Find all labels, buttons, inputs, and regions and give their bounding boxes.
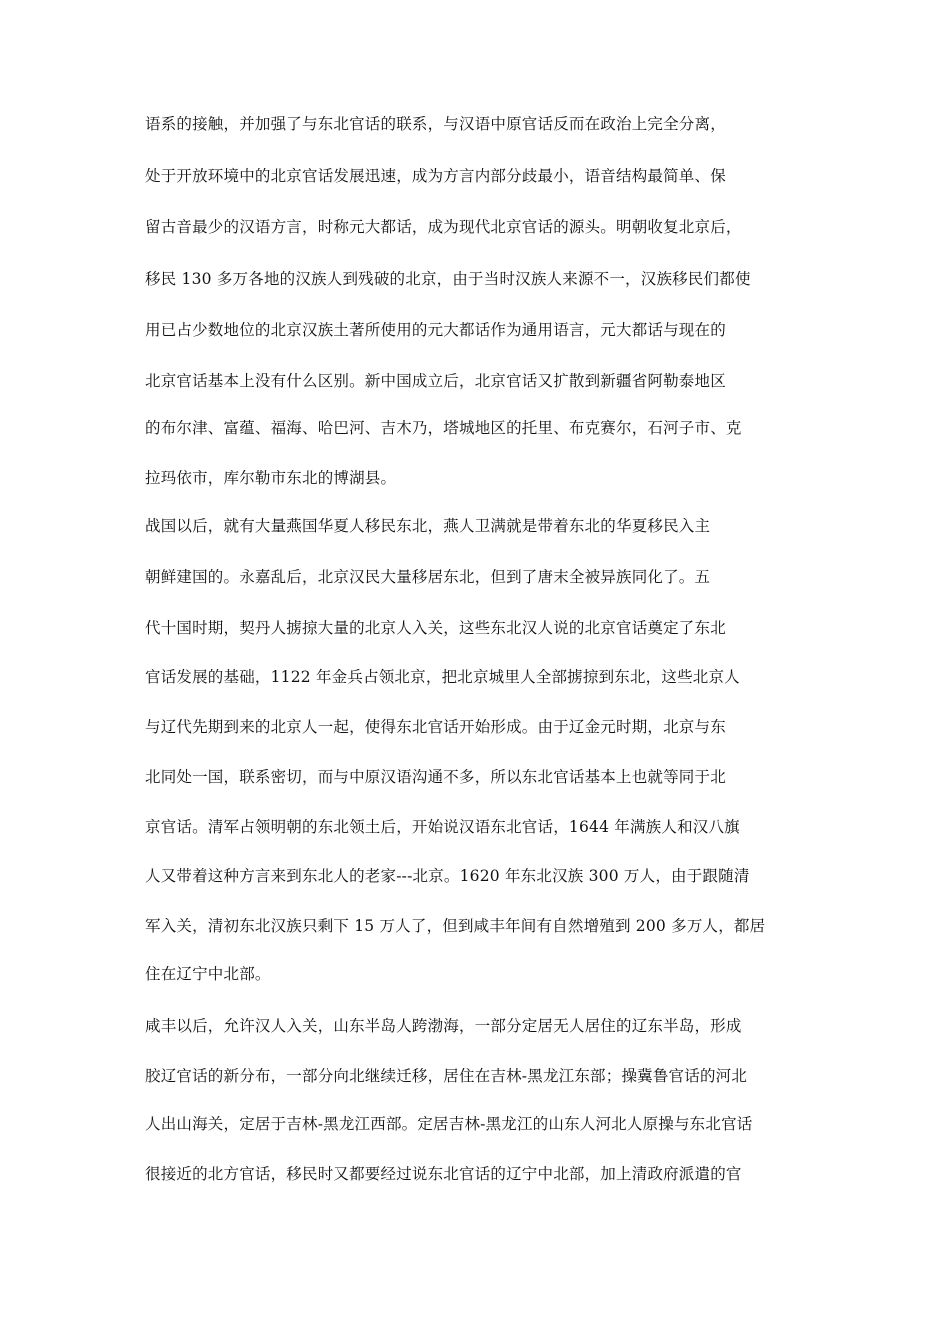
text-line: 语系的接触，并加强了与东北官话的联系，与汉语中原官话反而在政治上完全分离， bbox=[145, 115, 726, 133]
text-line: 处于开放环境中的北京官话发展迅速，成为方言内部分歧最小，语音结构最简单、保 bbox=[145, 167, 726, 185]
text-line: 拉玛依市，库尔勒市东北的博湖县。 bbox=[145, 469, 397, 487]
text-line: 移民 130 多万各地的汉族人到残破的北京，由于当时汉族人来源不一，汉族移民们都使 bbox=[145, 270, 751, 288]
text-line: 朝鲜建国的。永嘉乱后，北京汉民大量移居东北，但到了唐末全被异族同化了。五 bbox=[145, 568, 711, 586]
text-line: 住在辽宁中北部。 bbox=[145, 965, 271, 983]
text-line: 代十国时期，契丹人掳掠大量的北京人入关，这些东北汉人说的北京官话奠定了东北 bbox=[145, 619, 726, 637]
text-line: 军入关，清初东北汉族只剩下 15 万人了，但到咸丰年间有自然增殖到 200 多万人，都居 bbox=[145, 917, 766, 935]
text-line: 北同处一国，联系密切，而与中原汉语沟通不多，所以东北官话基本上也就等同于北 bbox=[145, 768, 726, 786]
text-line: 的布尔津、富蕴、福海、哈巴河、吉木乃，塔城地区的托里、布克赛尔，石河子市、克 bbox=[145, 419, 742, 437]
text-line: 咸丰以后，允许汉人入关，山东半岛人跨渤海，一部分定居无人居住的辽东半岛，形成 bbox=[145, 1017, 742, 1035]
text-line: 人出山海关，定居于吉林-黑龙江西部。定居吉林-黑龙江的山东人河北人原操与东北官话 bbox=[145, 1115, 753, 1133]
text-line: 很接近的北方官话，移民时又都要经过说东北官话的辽宁中北部，加上清政府派遣的官 bbox=[145, 1165, 742, 1183]
text-line: 人又带着这种方言来到东北人的老家---北京。1620 年东北汉族 300 万人，由于跟随清 bbox=[145, 867, 750, 885]
text-line: 胶辽官话的新分布，一部分向北继续迁移，居住在吉林-黑龙江东部；操冀鲁官话的河北 bbox=[145, 1067, 748, 1085]
text-line: 与辽代先期到来的北京人一起，使得东北官话开始形成。由于辽金元时期，北京与东 bbox=[145, 718, 726, 736]
text-line: 战国以后，就有大量燕国华夏人移民东北，燕人卫满就是带着东北的华夏移民入主 bbox=[145, 517, 711, 535]
text-line: 北京官话基本上没有什么区别。新中国成立后，北京官话又扩散到新疆省阿勒泰地区 bbox=[145, 372, 726, 390]
text-line: 京官话。清军占领明朝的东北领土后，开始说汉语东北官话，1644 年满族人和汉八旗 bbox=[145, 818, 740, 836]
text-line: 用已占少数地位的北京汉族土著所使用的元大都话作为通用语言，元大都话与现在的 bbox=[145, 321, 726, 339]
text-line: 官话发展的基础，1122 年金兵占领北京，把北京城里人全部掳掠到东北，这些北京人 bbox=[145, 668, 740, 686]
text-line: 留古音最少的汉语方言，时称元大都话，成为现代北京官话的源头。明朝收复北京后， bbox=[145, 218, 742, 236]
